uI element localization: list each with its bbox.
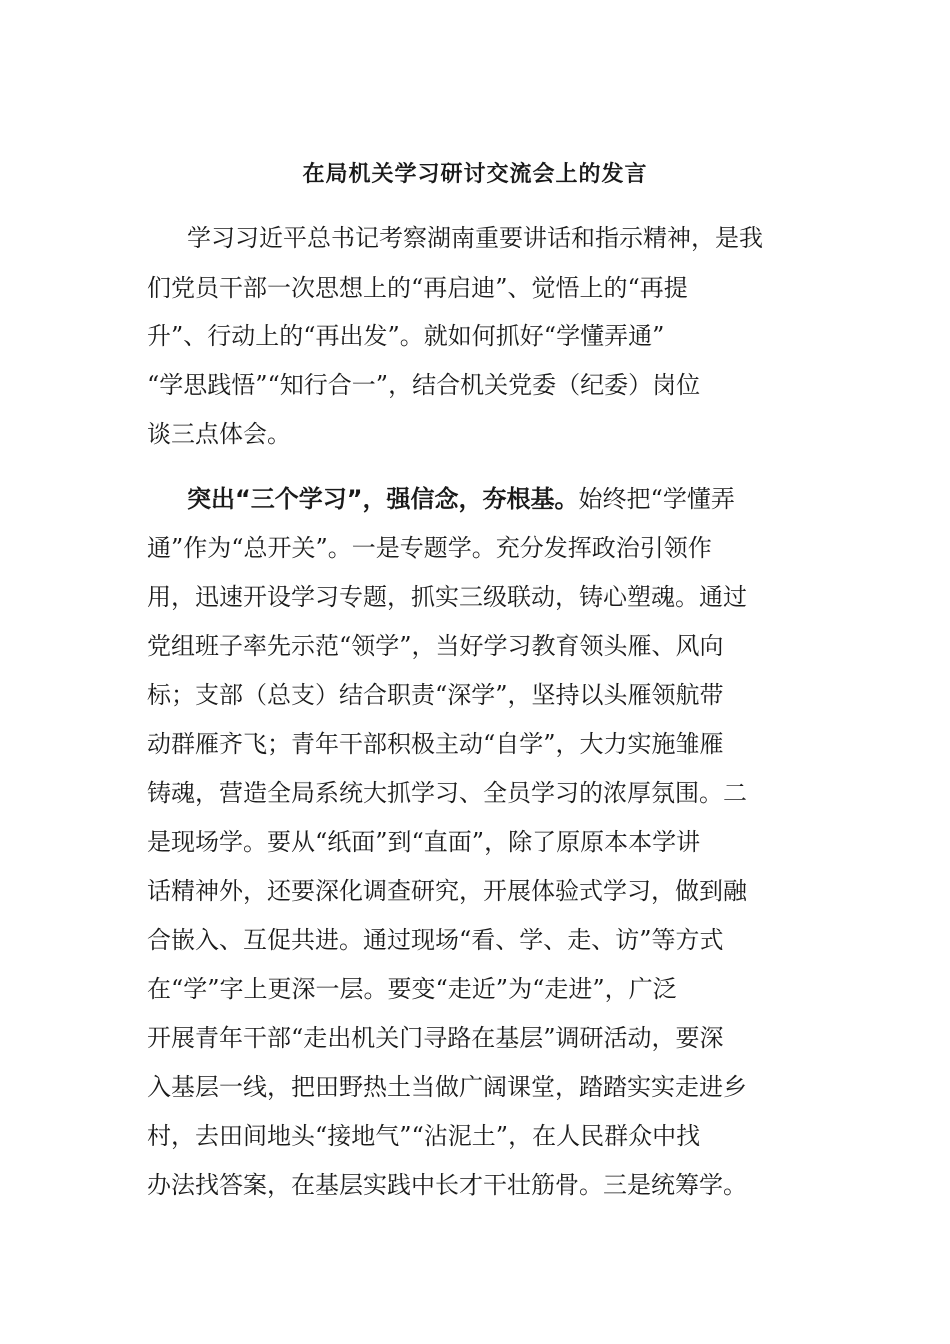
paragraph-2-line-8: 是现场学。要从“纸面”到“直面”，除了原原本本学讲 [147, 828, 701, 856]
paragraph-2-line-5: 标；支部（总支）结合职责“深学”，坚持以头雁领航带 [147, 681, 724, 709]
paragraph-2-line-9: 话精神外，还要深化调查研究，开展体验式学习，做到融 [147, 877, 747, 905]
paragraph-2-line-1 [147, 479, 803, 519]
paragraph-1-line-3: 升”、行动上的“再出发”。就如何抓好“学懂弄通” [147, 322, 665, 350]
paragraph-1-line-2: 们党员干部一次思想上的“再启迪”、觉悟上的“再提 [147, 274, 688, 302]
paragraph-2-line-6: 动群雁齐飞；青年干部积极主动“自学”，大力实施雏雁 [147, 730, 724, 758]
paragraph-2-line-7: 铸魂，营造全局系统大抓学习、全员学习的浓厚氛围。二 [147, 779, 747, 807]
paragraph-2-line-4: 党组班子率先示范“领学”，当好学习教育领头雁、风向 [147, 632, 724, 660]
paragraph-1-line-4: “学思践悟”“知行合一”，结合机关党委（纪委）岗位 [147, 371, 701, 399]
paragraph-2-line-15: 办法找答案，在基层实践中长才干壮筋骨。三是统筹学。 [147, 1171, 747, 1199]
paragraph-2-first-line-rest: 始终把“学懂弄 [578, 485, 735, 513]
document-title: 在局机关学习研讨交流会上的发言 [302, 162, 648, 187]
paragraph-1-line-5: 谈三点体会。 [147, 420, 291, 448]
paragraph-2-line-13: 入基层一线，把田野热土当做广阔课堂，踏踏实实走进乡 [147, 1073, 747, 1101]
paragraph-2-line-12: 开展青年干部“走出机关门寻路在基层”调研活动，要深 [147, 1024, 724, 1052]
paragraph-2-line-3: 用，迅速开设学习专题，抓实三级联动，铸心塑魂。通过 [147, 583, 747, 611]
paragraph-2-line-2: 通”作为“总开关”。一是专题学。充分发挥政治引领作 [147, 534, 712, 562]
paragraph-2-line-14: 村，去田间地头“接地气”“沾泥土”，在人民群众中找 [147, 1122, 701, 1150]
paragraph-2-lead: 突出“三个学习”，强信念，夯根基。 [187, 485, 579, 513]
paragraph-1-line-1: 学习习近平总书记考察湖南重要讲话和指示精神，是我 [187, 224, 763, 252]
paragraph-2-line-10: 合嵌入、互促共进。通过现场“看、学、走、访”等方式 [147, 926, 724, 954]
paragraph-2-line-11: 在“学”字上更深一层。要变“走近”为“走进”，广泛 [147, 975, 677, 1003]
